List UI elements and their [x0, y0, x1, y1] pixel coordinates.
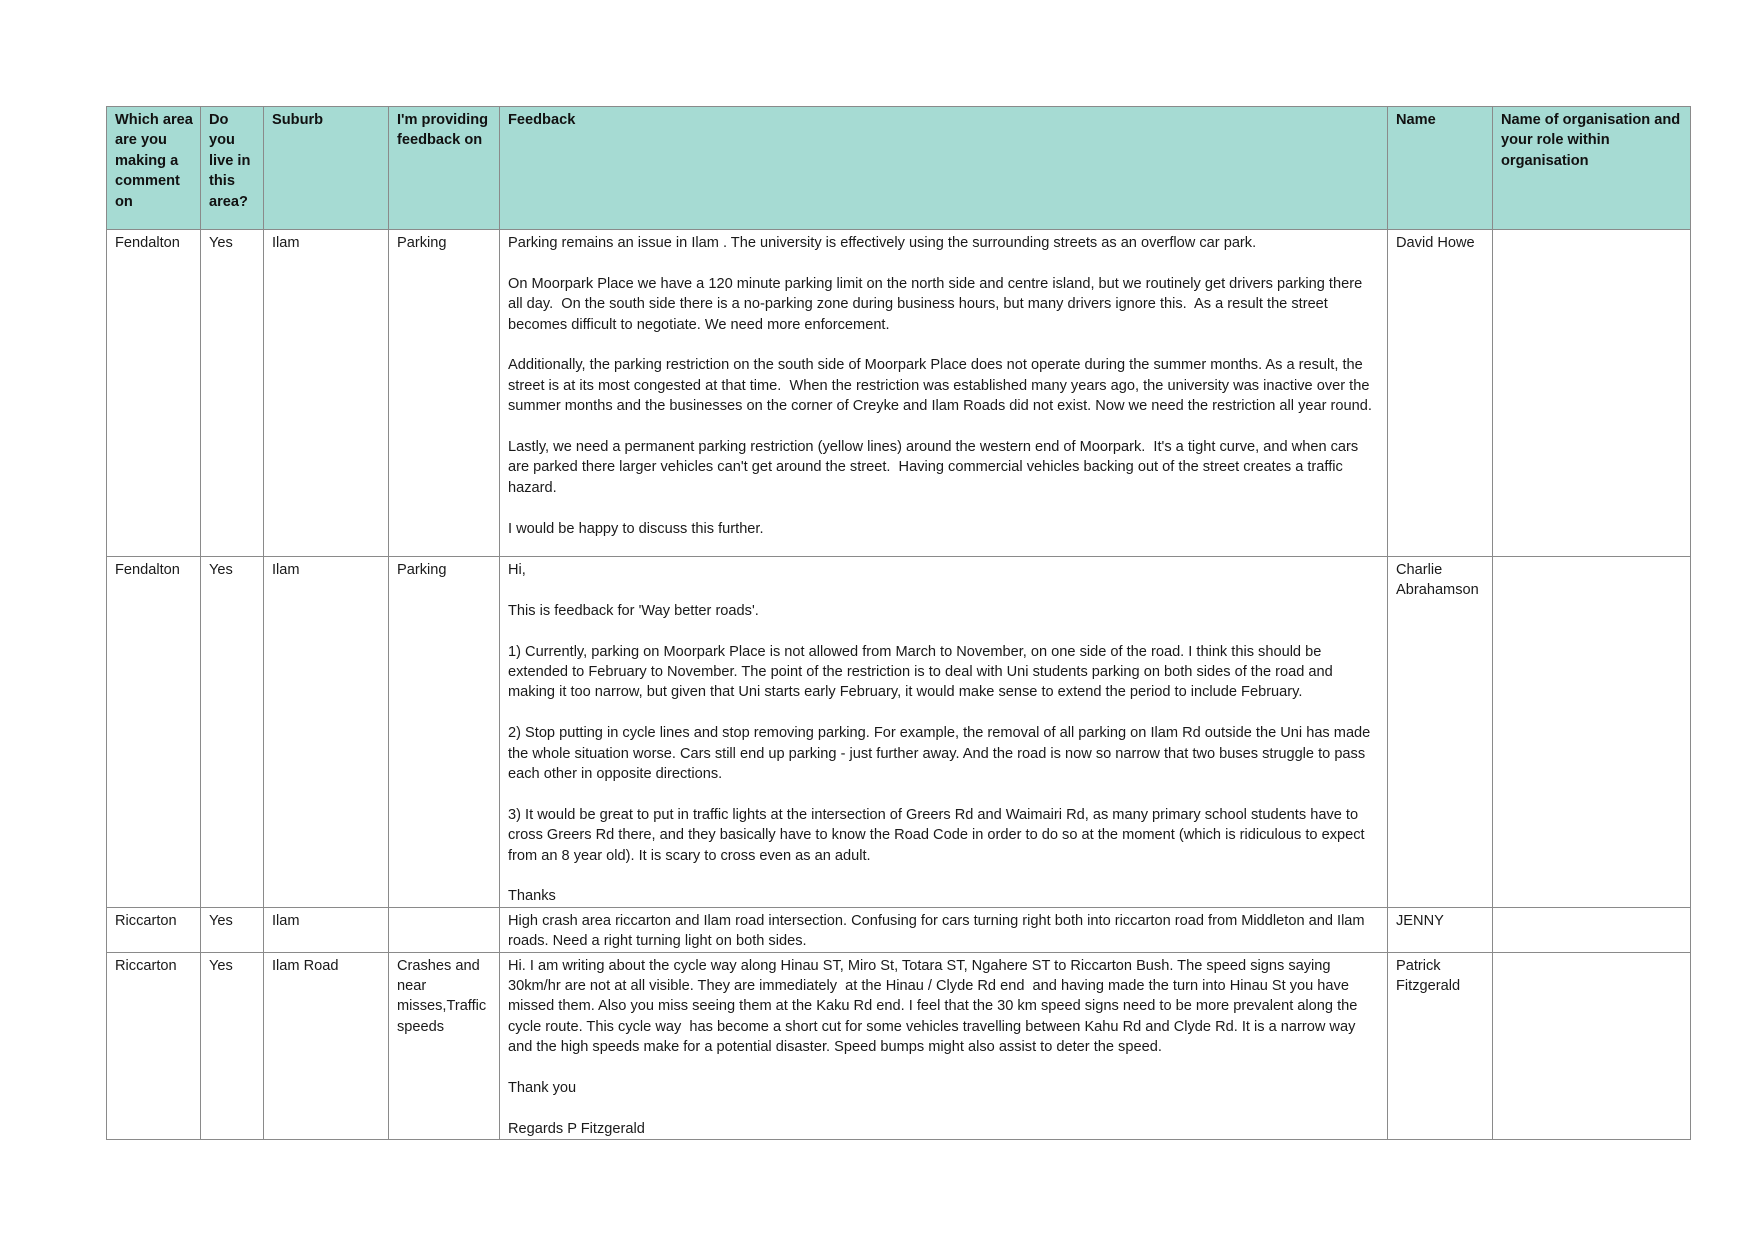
cell-area: Fendalton [107, 230, 201, 557]
cell-feedback-topic: Parking [389, 230, 500, 557]
feedback-paragraph: I would be happy to discuss this further. [508, 520, 764, 537]
cell-area: Riccarton [107, 907, 201, 952]
feedback-table [106, 106, 1691, 1140]
cell-feedback [500, 557, 1388, 908]
cell-organisation [1493, 230, 1691, 557]
feedback-paragraph: Thank you [508, 1080, 577, 1097]
cell-area: Riccarton [107, 952, 201, 1140]
cell-organisation [1493, 952, 1691, 1140]
table-row [107, 907, 1691, 952]
cell-suburb: Ilam [264, 907, 389, 952]
cell-area: Fendalton [107, 557, 201, 908]
table-header-row [107, 107, 1691, 230]
feedback-paragraph: Lastly, we need a permanent parking restriction (yellow lines) around the western end of Moorpark. It's a tight curve, and when cars are parked there larger vehicles can't get around the street. Having commercial vehicles backing out of the street creates a traffic hazard. [508, 439, 1363, 496]
feedback-paragraph: High crash area riccarton and Ilam road intersection. Confusing for cars turning right both into riccarton road from Middleton and Ilam roads. Need a right turning light on both sides. [508, 912, 1369, 950]
feedback-paragraph: Additionally, the parking restriction on the south side of Moorpark Place does not operate during the summer months. As a result, the street is at its most congested at that time. When the restriction was established many years ago, the university was inactive over the summer months and the businesses on the corner of Creyke and Ilam Roads did not exist. Now we need the restriction all year round. [508, 357, 1374, 415]
table-row [107, 557, 1691, 908]
cell-live-in-area: Yes [201, 907, 264, 952]
cell-feedback [500, 907, 1388, 952]
header-feedback: Feedback [500, 107, 1388, 230]
cell-suburb: Ilam [264, 230, 389, 557]
feedback-paragraph: Parking remains an issue in Ilam . The university is effectively using the surrounding streets as an overflow car park. [508, 235, 1257, 251]
cell-name: JENNY [1388, 907, 1493, 952]
feedback-paragraph: 2) Stop putting in cycle lines and stop removing parking. For example, the removal of all parking on Ilam Rd outside the Uni has made the whole situation worse. Cars still end up parking - just further away. And the road is now so narrow that two buses struggle to pass each other in opposite directions. [508, 725, 1375, 783]
header-area: Which area are you making a comment on [107, 107, 201, 230]
feedback-paragraph: Regards P Fitzgerald [508, 1120, 645, 1137]
feedback-paragraph: 1) Currently, parking on Moorpark Place is not allowed from March to November, on one side of the road. I think this should be extended to February to November. The point of the restriction is to deal with Uni students parking on both sides of the road and making it too narrow, but given that Uni starts early February, it would make sense to extend the period to include February. [508, 643, 1337, 701]
cell-feedback [500, 952, 1388, 1140]
cell-name: Patrick Fitzgerald [1388, 952, 1493, 1140]
table-row [107, 952, 1691, 1140]
table-row [107, 230, 1691, 557]
cell-organisation [1493, 557, 1691, 908]
feedback-paragraph: This is feedback for 'Way better roads'. [508, 602, 759, 619]
cell-live-in-area: Yes [201, 952, 264, 1140]
cell-name: David Howe [1388, 230, 1493, 557]
cell-suburb: Ilam [264, 557, 389, 908]
cell-live-in-area: Yes [201, 557, 264, 908]
cell-live-in-area: Yes [201, 230, 264, 557]
feedback-paragraph: Hi, [508, 562, 526, 578]
cell-feedback-topic: Parking [389, 557, 500, 908]
cell-suburb: Ilam Road [264, 952, 389, 1140]
cell-feedback-topic [389, 907, 500, 952]
header-suburb: Suburb [264, 107, 389, 230]
feedback-paragraph: 3) It would be great to put in traffic lights at the intersection of Greers Rd and Waimairi Rd, as many primary school students have to cross Greers Rd there, and they basically have to know the Road Code in order to do so at the moment (which is ridiculous to expect from an 8 year old). It is scary to cross even as an adult. [508, 806, 1369, 864]
feedback-paragraph: On Moorpark Place we have a 120 minute parking limit on the north side and centre island, but we routinely get drivers parking there all day. On the south side there is a no-parking zone during business hours, but many drivers ignore this. As a result the street becomes difficult to negotiate. We need more enforcement. [508, 275, 1367, 333]
header-name: Name [1388, 107, 1493, 230]
cell-feedback [500, 230, 1388, 557]
feedback-paragraph: Hi. I am writing about the cycle way along Hinau ST, Miro St, Totara ST, Ngahere ST to Riccarton Bush. The speed signs saying 30km/hr are not at all visible. They are immediately at the Hinau / Clyde Rd end and having made the turn into Hinau St you have missed them. Also you miss seeing them at the Kaku Rd end. I feel that the 30 km speed signs need to be more prevalent along the cycle route. This cycle way has become a short cut for some vehicles travelling between Kahu Rd and Clyde Rd. It is a narrow way and the high speeds make for a potential disaster. Speed bumps might also assist to deter the speed. [508, 957, 1362, 1056]
header-organisation: Name of organisation and your role within organisation [1493, 107, 1691, 230]
header-live-in-area: Do you live in this area? [201, 107, 264, 230]
cell-name: Charlie Abrahamson [1388, 557, 1493, 908]
header-feedback-topic: I'm providing feedback on [389, 107, 500, 230]
feedback-paragraph: Thanks [508, 888, 556, 905]
cell-feedback-topic: Crashes and near misses,Traffic speeds [389, 952, 500, 1140]
cell-organisation [1493, 907, 1691, 952]
